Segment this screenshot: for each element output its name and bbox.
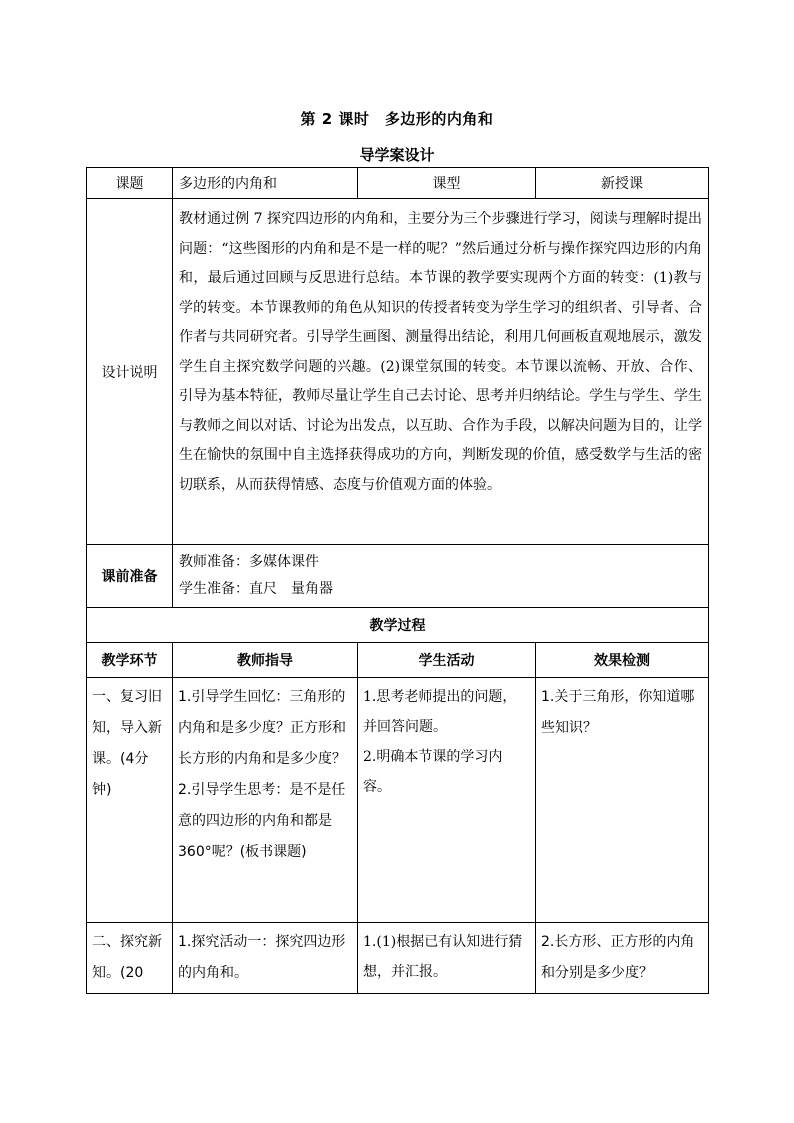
stage-cell: 二、探究新知。(20 — [87, 923, 173, 994]
header-check: 效果检测 — [536, 643, 709, 678]
design-label: 设计说明 — [87, 199, 173, 545]
teacher-item: 1.引导学生回忆：三角形的内角和是多少度？正方形和长方形的内角和是多少度？ — [178, 689, 346, 767]
student-item: 1.思考老师提出的问题，并回答问题。 — [363, 689, 517, 735]
teacher-preparation: 教师准备：多媒体课件 — [179, 554, 319, 570]
preparation-label: 课前准备 — [87, 545, 173, 608]
header-teacher: 教师指导 — [173, 643, 358, 678]
header-student: 学生活动 — [358, 643, 536, 678]
process-row-2 — [87, 923, 709, 994]
type-value: 新授课 — [536, 168, 709, 199]
preparation-content — [173, 545, 709, 608]
stage-cell: 一、复习旧知，导入新课。(4分钟) — [87, 678, 173, 923]
check-item: 2.长方形、正方形的内角和分别是多少度？ — [541, 934, 695, 981]
process-row-1 — [87, 678, 709, 923]
lesson-title: 第 2 课时 多边形的内角和 — [300, 110, 494, 128]
design-row — [87, 199, 709, 545]
student-cell — [358, 923, 536, 994]
lesson-plan-table — [86, 167, 709, 994]
student-cell — [358, 678, 536, 923]
header-stage: 教学环节 — [87, 643, 173, 678]
info-row — [87, 168, 709, 199]
design-text: 教材通过例 7 探究四边形的内角和，主要分为三个步骤进行学习，阅读与理解时提出问题：“这些图形的内角和是不是一样的呢？”然后通过分析与操作探究四边形的内角和，最后通过回顾与反思进行总结。本节课的教学要实现两个方面的转变：(1)教与学的转变。本节课教师的角色从知识的传授者转变为学生学习的组织者、引导者、合作者与共同研究者。引导学生画图、测量得出结论，利用几何画板直观地展示，激发学生自主探究数学问题的兴趣。(2)课堂氛围的转变。本节课以流畅、开放、合作、引导为基本特征，教师尽量让学生自己去讨论、思考并归纳结论。学生与学生、学生与教师之间以对话、讨论为出发点，以互助、合作为手段，以解决问题为目的，让学生在愉快的氛围中自主选择获得成功的方向，判断发现的价值，感受数学与生活的密切联系，从而获得情感、态度与价值观方面的体验。 — [173, 199, 709, 545]
student-item: 1.(1)根据已有认知进行猜想，并汇报。 — [363, 934, 523, 980]
process-header-row — [87, 643, 709, 678]
topic-value: 多边形的内角和 — [173, 168, 358, 199]
document-subtitle: 导学案设计 — [359, 146, 435, 164]
student-preparation: 学生准备：直尺 量角器 — [179, 581, 333, 597]
student-item: 2.明确本节课的学习内容。 — [363, 749, 503, 795]
type-label: 课型 — [358, 168, 536, 199]
process-section-title: 教学过程 — [87, 608, 709, 643]
check-cell — [536, 678, 709, 923]
check-cell — [536, 923, 709, 994]
preparation-row — [87, 545, 709, 608]
teacher-cell — [173, 678, 358, 923]
teacher-item: 2.引导学生思考：是不是任意的四边形的内角和都是360°呢？(板书课题) — [178, 782, 346, 860]
topic-label: 课题 — [87, 168, 173, 199]
process-section-row — [87, 608, 709, 643]
teacher-item: 1.探究活动一：探究四边形的内角和。 — [178, 934, 346, 981]
teacher-cell — [173, 923, 358, 994]
check-item: 1.关于三角形，你知道哪些知识？ — [541, 689, 695, 736]
